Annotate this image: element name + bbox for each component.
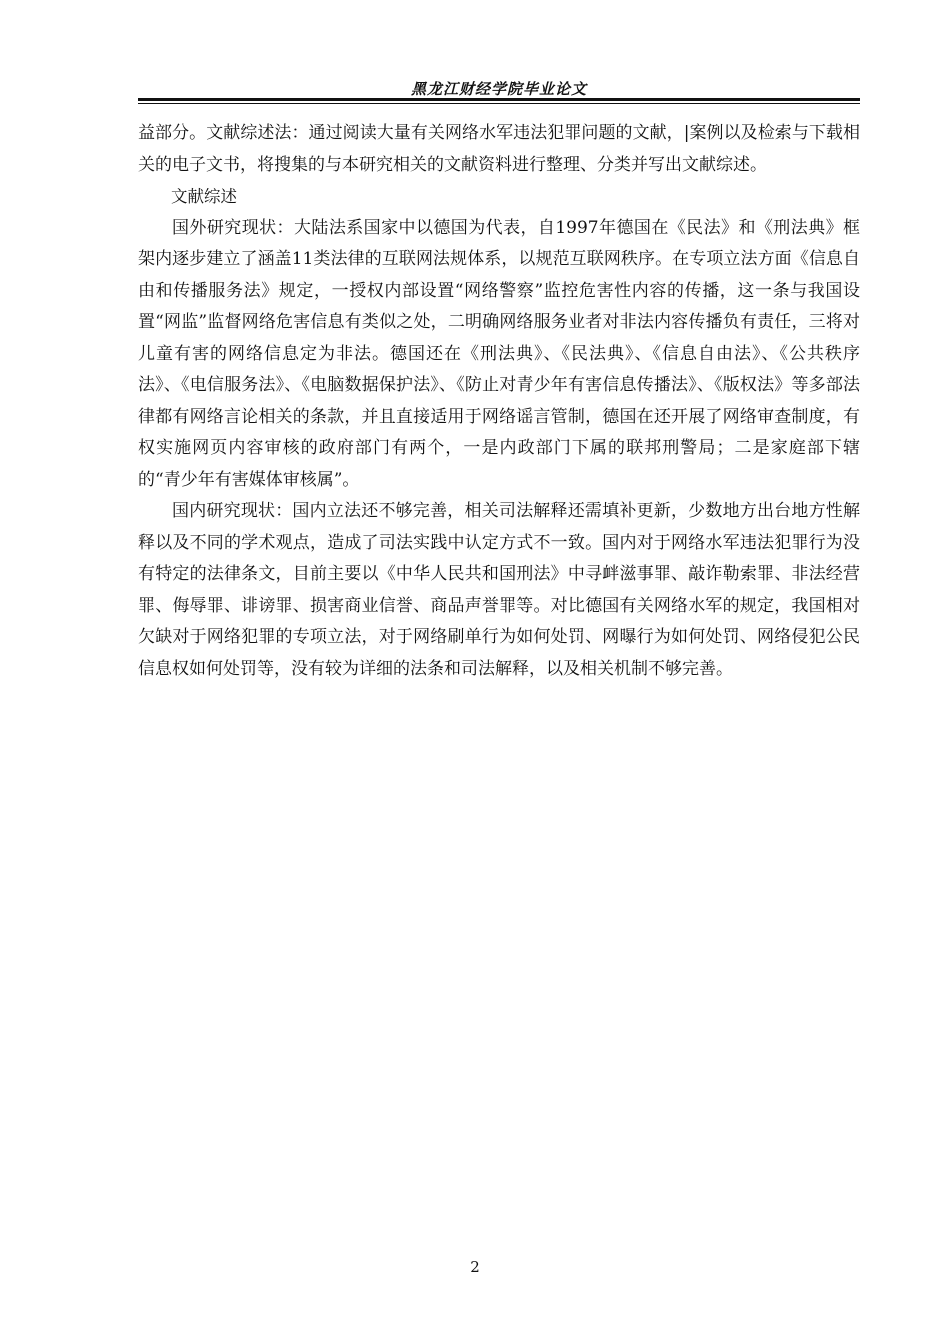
- header-rule-thin: [138, 103, 860, 104]
- header-title: 黑龙江财经学院毕业论文: [410, 80, 587, 98]
- page-number: 2: [470, 1258, 480, 1276]
- paragraph-domestic-research: 国内研究现状：国内立法还不够完善，相关司法解释还需填补更新，少数地方出台地方性解释以及不同的学术观点，造成了司法实践中认定方式不一致。国内对于网络水军违法犯罪行为没有特定的法律条文，目前主要以《中华人民共和国刑法》中寻衅滋事罪、敲诈勒索罪、非法经营罪、侮辱罪、诽谤罪、损害商业信誉、商品声誉罪等。对比德国有关网络水军的规定，我国相对欠缺对于网络犯罪的专项立法，对于网络刷单行为如何处罚、网曝行为如何处罚、网络侵犯公民信息权如何处罚等，没有较为详细的法条和司法解释，以及相关机制不够完善。: [138, 501, 860, 679]
- page-header: [138, 72, 860, 104]
- paragraph-methods: 益部分。文献综述法：通过阅读大量有关网络水军违法犯罪问题的文献，|案例以及检索与下载相关的电子文书，将搜集的与本研究相关的文献资料进行整理、分类并写出文献综述。: [138, 123, 860, 175]
- paragraph-foreign-research: 国外研究现状：大陆法系国家中以德国为代表，自1997年德国在《民法》和《刑法典》框架内逐步建立了涵盖11类法律的互联网法规体系，以规范互联网秩序。在专项立法方面《信息自由和传播服务法》规定，一授权内部设置“网络警察”监控危害性内容的传播，这一条与我国设置“网监”监督网络危害信息有类似之处，二明确网络服务业者对非法内容传播负有责任，三将对儿童有害的网络信息定为非法。德国还在《刑法典》、《民法典》、《信息自由法》、《公共秩序法》、《电信服务法》、《电脑数据保护法》、《防止对青少年有害信息传播法》、《版权法》等多部法律都有网络言论相关的条款，并且直接适用于网络谣言管制，德国在还开展了网络审查制度，有权实施网页内容审核的政府部门有两个，一是内政部门下属的联邦刑警局；二是家庭部下辖的“青少年有害媒体审核属”。: [138, 217, 860, 490]
- document-body: [138, 118, 860, 685]
- section-heading: 文献综述: [171, 187, 237, 206]
- header-rule-thick: [138, 98, 860, 101]
